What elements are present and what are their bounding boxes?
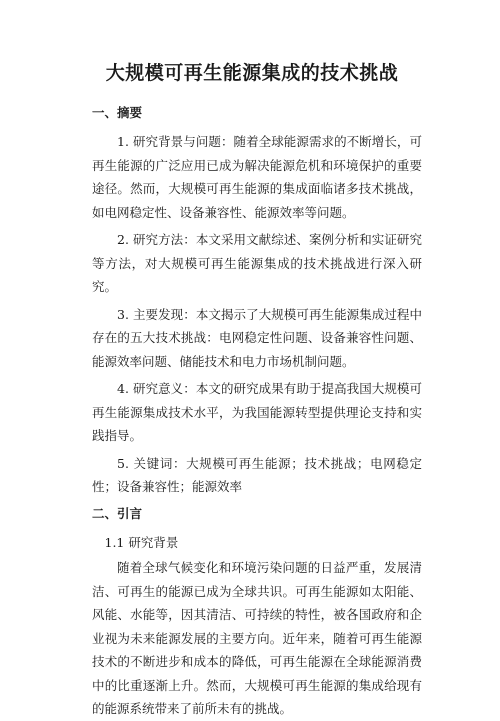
introduction-paragraph: 随着全球气候变化和环境污染问题的日益严重，发展清洁、可再生的能源已成为全球共识。可再生能源如太阳能、风能、水能等，因其清洁、可持续的特性，被各国政府和企业视为未来能源发展的主要方向。近年来，随着可再生能源技术的不断进步和成本的降低，可再生能源在全球能源消费中的比重逐渐上升。然而，大规模可再生能源的集成给现有的能源系统带来了前所未有的挑战。	[92, 560, 422, 716]
section-heading-introduction: 二、引言	[92, 505, 143, 521]
abstract-paragraph-significance: 4. 研究意义：本文的研究成果有助于提高我国大规模可再生能源集成技术水平，为我国能源转型提供理论支持和实践指导。	[92, 381, 422, 443]
document-title: 大规模可再生能源集成的技术挑战	[105, 62, 399, 84]
abstract-paragraph-findings: 3. 主要发现：本文揭示了大规模可再生能源集成过程中存在的五大技术挑战：电网稳定性问题、设备兼容性问题、能源效率问题、储能技术和电力市场机制问题。	[92, 306, 422, 369]
abstract-paragraph-background: 1. 研究背景与问题：随着全球能源需求的不断增长，可再生能源的广泛应用已成为解决能源危机和环境保护的重要途径。然而，大规模可再生能源的集成面临诸多技术挑战，如电网稳定性、设备兼容性、能源效率等问题。	[92, 134, 422, 220]
section-heading-abstract: 一、摘要	[92, 105, 143, 120]
abstract-paragraph-keywords: 5. 关键词：大规模可再生能源；技术挑战；电网稳定性；设备兼容性；能源效率	[92, 455, 422, 494]
subheading-research-background: 1.1 研究背景	[104, 534, 179, 550]
abstract-paragraph-method: 2. 研究方法：本文采用文献综述、案例分析和实证研究等方法，对大规模可再生能源集成的技术挑战进行深入研究。	[92, 232, 422, 294]
